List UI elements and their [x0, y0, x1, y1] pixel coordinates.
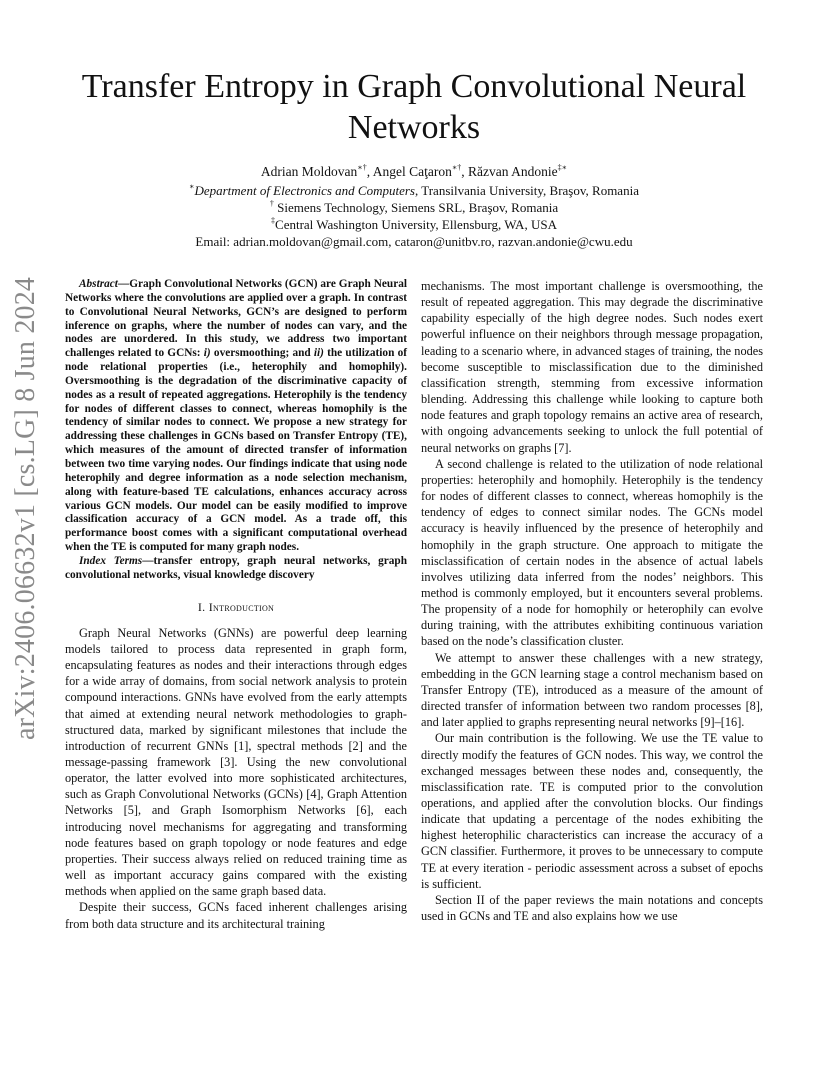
paragraph: Our main contribution is the following. We use the TE value to directly modify the features of GCN nodes. This way, we control the exchanged messages between these nodes and, consequently, the misclassification rate. TE is computed prior to the convolution operations, and applied after the convolution blocks. Our findings indicate that updating a percentage of the nodes exhibiting the highest heterophilic characteristics can increase the accuracy of a GCN classifier. Furthermore, it proves to be unnecessary to compute TE at every iteration - periodic assessment across a subset of epochs is sufficient.: [421, 731, 763, 891]
paragraph: We attempt to answer these challenges with a new strategy, embedding in the GCN learning stage a control mechanism based on Transfer Entropy (TE), introduced as a measure of the amount of directed transfer of information between two random processes [8], and later applied to graphs representing neural networks [9]–[16].: [421, 650, 763, 730]
paragraph: Despite their success, GCNs faced inherent challenges arising from both data structure and its architectural training: [65, 900, 407, 931]
affil-mark: ‡: [271, 215, 276, 225]
abstract-text: —Graph Convolutional Networks (GCN) are Graph Neural Networks where the convolutions are applied over a graph. In contrast to Convolutional Neural Networks, GCN’s are designed to perform inference on graphs, where the number of nodes can vary, and the nodes are unordered. In this study, we address two important challenges related to GCNs:: [65, 278, 407, 360]
right-column: [421, 278, 763, 924]
paragraph: Graph Neural Networks (GNNs) are powerful deep learning models tailored to process data represented in graph form, encapsulating features as nodes and their interactions through edges for a wide array of domains, from social network analysis to protein compound interactions. GNNs have evolved from the early attempts that aimed at extending neural network methodologies to graph-structured data, marked by significant milestones that include the introduction of recurrent GNNs [1], spectral methods [2] and the message-passing framework [3]. Using the new convolutional operator, the latter evolved into more sophisticated architectures, such as Graph Convolutional Networks (GCNs) [4], Graph Attention Networks [5], and Graph Isomorphism Networks [6], each introducing novel mechanisms for aggregating and transforming node features based on graph topology or node features and edge properties. Their success always relied on reduced training time as well as important accuracy gains compared with the existing methods when applied on the same graph based data.: [65, 625, 407, 899]
paragraph: Section II of the paper reviews the main notations and concepts used in GCNs and TE and also explains how we use: [421, 892, 763, 924]
index-terms-label: Index Terms: [79, 554, 143, 567]
left-column: [65, 278, 407, 932]
abstract-label: Abstract: [79, 278, 118, 290]
abstract-enum: ii): [313, 347, 324, 360]
author-marks: ∗†: [451, 162, 462, 172]
abstract-enum: i): [203, 347, 211, 360]
author-emails: Email: adrian.moldovan@gmail.com, cataron@unitbv.ro, razvan.andonie@cwu.edu: [195, 234, 633, 249]
affil-mark: †: [269, 198, 274, 208]
author-marks: ‡∗: [557, 162, 568, 172]
affil-text: Central Washington University, Ellensburg, WA, USA: [275, 217, 557, 232]
affiliation-2: [60, 199, 768, 216]
section-title: Introduction: [208, 599, 275, 614]
affil-mark: ∗: [189, 181, 195, 191]
paper-title: Transfer Entropy in Graph Convolutional Neural Networks: [81, 68, 747, 146]
section-number: I.: [197, 599, 209, 614]
index-terms-text: —transfer entropy, graph neural networks, graph convolutional networks, visual knowledge discovery: [65, 554, 407, 581]
abstract-text: the utilization of node relational properties (i.e., heterophily and homophily). Oversmoothing is the degradation of the discriminative capacity of nodes as a result of repeated aggregations. Heterophily is the tendency for nodes of different classes to connect, whereas homophily is the tendency of similar nodes to connect. We propose a new strategy for addressing these challenges in GCNs based on Transfer Entropy (TE), which measures of the amount of directed transfer of information between two time varying nodes. Our findings indicate that using node heterophily and degree information as a node selection mechanism, along with feature-based TE calculations, enhances accuracy across various GCN models. Our model can be easily modified to improve classification accuracy of a GCN model. As a trade off, this performance boost comes with a significant computational overhead when the TE is computed for many graph nodes.: [65, 347, 407, 554]
abstract-text: oversmoothing; and: [210, 347, 314, 360]
paragraph: A second challenge is related to the utilization of node relational properties: heterophily and homophily. Heterophily is the tendency for nodes of different classes to connect, whereas homophily is the tendency of edges to connect similar nodes. The GCNs model accuracy is heavily influenced by the presence of heterophily and homophily in the graph structure. One approach to mitigate the misclassification of certain nodes in the absence of actual labels involves utilizing data inferred from the nodes’ neighbors. This method is commonly employed, but it encounters several problems. The propensity of a node for homophily or heterophily can evolve during training, with the attributes exhibiting continuous variation based on the node’s classification cluster.: [421, 456, 763, 649]
paragraph: mechanisms. The most important challenge is oversmoothing, the result of repeated aggregation. This may degrade the discriminative capability especially of the high degree nodes. Such nodes exert powerful influence on their neighbors through message propagation, leading to a scenario where, in advanced stages of training, the nodes become susceptible to misclassification due to the diminished classification strength, stemming from excessive information blending. Addressing this challenge while looking to capture both node features and graph topology remains an active area of research, with ongoing advancements seeking to unlock the full potential of neural networks on graphs [7].: [421, 279, 763, 455]
author-name: Adrian Moldovan: [260, 164, 358, 179]
index-terms: [65, 555, 407, 583]
author-marks: ∗†: [357, 162, 367, 172]
affiliation-1: [60, 182, 768, 199]
author-name: Răzvan Andonie: [468, 164, 558, 179]
section-heading: [65, 599, 407, 615]
author-name: Angel Caţaron: [372, 164, 452, 179]
affil-text: , Transilvania University, Braşov, Romania: [414, 183, 639, 198]
affil-dept: Department of Electronics and Computers: [194, 183, 415, 198]
affil-text: Siemens Technology, Siemens SRL, Braşov, Romania: [273, 200, 559, 215]
abstract: [65, 278, 407, 555]
author-names: Adrian Moldovan∗†, Angel Caţaron∗†, Răzvan Andonie‡∗: [260, 162, 568, 179]
author-block: [60, 163, 768, 250]
arxiv-side-stamp: arXiv:2406.06632v1 [cs.LG] 8 Jun 2024: [10, 276, 41, 740]
affiliation-3: [60, 216, 768, 233]
